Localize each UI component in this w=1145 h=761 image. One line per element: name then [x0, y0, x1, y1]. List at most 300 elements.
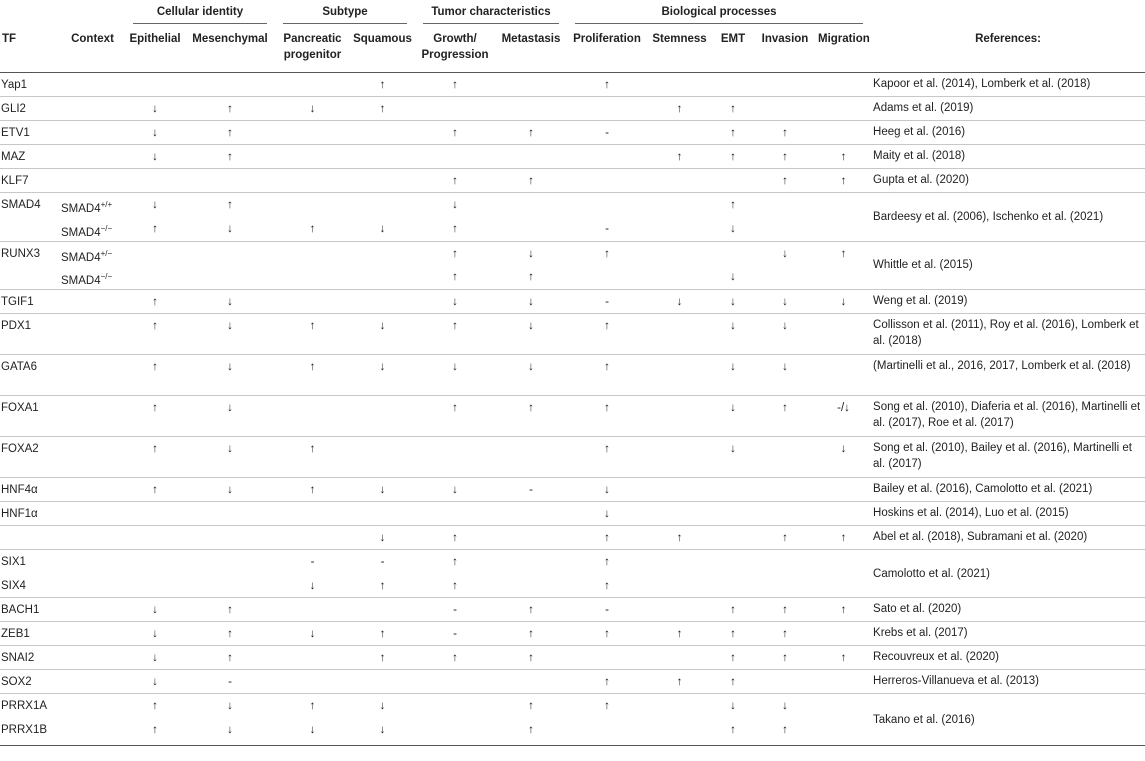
cell-effect: ↑ [730, 652, 736, 665]
cell-tf: PDX1 [1, 320, 32, 333]
cell-effect: ↑ [730, 676, 736, 689]
cell-effect: ↑ [379, 103, 386, 115]
cell-effect: ↑ [840, 151, 847, 163]
cell-effect [567, 97, 647, 121]
cell-effect: ↑ [604, 628, 610, 641]
cell-reference: Song et al. (2010), Diaferia et al. (2016), Martinelli et al. (2017), Roe et al. (2017) [873, 401, 1141, 430]
cell-effect: - [529, 484, 533, 497]
cell-effect: ↓ [730, 402, 736, 415]
cell-effect [754, 502, 816, 526]
col-emt: EMT [720, 33, 746, 45]
cell-effect [816, 478, 871, 502]
cell-effect [495, 217, 567, 241]
cell-effect: ↓ [152, 628, 158, 641]
cell-reference: (Martinelli et al., 2016, 2017, Lomberk et al. (2018) [873, 360, 1131, 373]
cell-effect [275, 670, 350, 694]
cell-effect [647, 193, 712, 217]
cell-effect: ↓ [379, 320, 386, 333]
cell-effect: ↓ [528, 361, 534, 374]
cell-tf: RUNX3 [1, 247, 40, 260]
cell-effect: ↑ [227, 604, 233, 617]
cell-effect [275, 598, 350, 622]
cell-effect [185, 502, 275, 526]
col-mesenchymal: Mesenchymal [192, 33, 268, 45]
cell-effect: - [380, 556, 385, 569]
cell-effect [415, 502, 495, 526]
cell-effect: ↑ [528, 723, 534, 736]
cell-effect [350, 396, 415, 437]
cell-effect: ↓ [452, 484, 458, 497]
cell-effect [275, 396, 350, 437]
cell-effect [185, 550, 275, 574]
cell-context [60, 718, 125, 746]
cell-effect: ↑ [152, 484, 158, 497]
cell-context [60, 241, 125, 265]
table-row [0, 526, 1145, 550]
cell-effect [275, 73, 350, 97]
cell-effect: ↓ [227, 484, 233, 497]
cell-effect: ↑ [604, 556, 610, 569]
cell-tf: TGIF1 [1, 296, 34, 309]
table-row [0, 670, 1145, 694]
cell-effect: ↑ [227, 628, 233, 641]
cell-reference: Sato et al. (2020) [873, 603, 962, 616]
cell-effect [647, 241, 712, 265]
cell-effect: ↑ [840, 532, 847, 545]
cell-effect: ↑ [730, 628, 736, 641]
cell-effect: ↓ [227, 320, 233, 333]
cell-effect [350, 290, 415, 314]
cell-context [60, 145, 125, 169]
col-context: Context [71, 33, 114, 45]
cell-effect [415, 718, 495, 746]
cell-effect: ↑ [452, 127, 458, 139]
cell-effect: ↑ [379, 579, 386, 592]
cell-effect [185, 169, 275, 193]
cell-effect: ↑ [227, 151, 233, 163]
col-growth: Growth/ Progression [421, 33, 489, 61]
cell-effect [350, 121, 415, 145]
cell-effect: ↑ [604, 320, 610, 333]
context-label: SMAD4 [61, 251, 101, 264]
cell-effect [495, 526, 567, 550]
cell-context [60, 622, 125, 646]
cell-effect [567, 193, 647, 217]
cell-effect [275, 290, 350, 314]
cell-tf: MAZ [1, 151, 26, 163]
cell-effect [647, 355, 712, 396]
cell-effect [816, 121, 871, 145]
cell-effect: ↓ [840, 296, 847, 309]
cell-effect: ↑ [782, 151, 788, 163]
cell-effect: ↑ [309, 222, 316, 235]
cell-effect: ↑ [730, 199, 736, 211]
cell-effect [350, 670, 415, 694]
cell-effect [816, 265, 871, 289]
cell-effect [754, 193, 816, 217]
cell-effect [754, 217, 816, 241]
cell-reference: Collisson et al. (2011), Roy et al. (2016), Lomberk et al. (2018) [873, 319, 1139, 348]
cell-effect: ↑ [309, 484, 316, 497]
cell-effect [712, 241, 754, 265]
cell-reference: Hoskins et al. (2014), Luo et al. (2015) [873, 507, 1069, 520]
cell-reference: Bailey et al. (2016), Camolotto et al. (2021) [873, 483, 1093, 496]
cell-tf: FOXA2 [1, 443, 39, 456]
cell-effect: ↑ [379, 652, 386, 665]
table-row [0, 121, 1145, 145]
table-row [0, 290, 1145, 314]
cell-effect: ↓ [309, 723, 316, 736]
cell-effect [275, 502, 350, 526]
cell-reference: Whittle et al. (2015) [873, 259, 973, 272]
cell-effect [567, 265, 647, 289]
cell-effect: ↓ [309, 103, 316, 115]
cell-effect: ↑ [452, 271, 458, 284]
table-row [0, 646, 1145, 670]
col-migration: Migration [818, 33, 870, 45]
cell-effect: ↑ [379, 628, 386, 641]
cell-effect: ↓ [840, 443, 847, 456]
cell-effect: ↑ [604, 247, 610, 260]
cell-effect [495, 574, 567, 598]
cell-effect: ↓ [379, 700, 386, 713]
cell-effect [350, 193, 415, 217]
cell-effect: ↑ [528, 175, 534, 187]
context-genotype: +/+ [100, 200, 113, 209]
cell-effect: ↓ [152, 604, 158, 617]
cell-effect: ↓ [379, 484, 386, 497]
cell-effect [415, 97, 495, 121]
cell-effect: ↓ [528, 296, 534, 309]
cell-effect [816, 694, 871, 718]
cell-effect: ↓ [152, 127, 158, 139]
cell-effect: ↑ [452, 402, 458, 415]
cell-effect [647, 574, 712, 598]
cell-effect: ↓ [604, 508, 610, 521]
group-biological-processes: Biological processes [567, 0, 871, 27]
cell-effect [754, 574, 816, 598]
cell-reference: Maity et al. (2018) [873, 150, 966, 162]
cell-effect: ↓ [227, 361, 233, 374]
cell-effect: ↑ [452, 652, 458, 665]
cell-effect [816, 670, 871, 694]
cell-effect: ↑ [604, 676, 610, 689]
cell-effect [185, 241, 275, 265]
cell-context [60, 550, 125, 574]
cell-effect [816, 622, 871, 646]
col-pancreatic: Pancreatic progenitor [283, 33, 342, 61]
cell-effect: ↑ [676, 676, 683, 689]
cell-effect: ↑ [152, 296, 158, 309]
cell-effect [415, 694, 495, 718]
cell-effect: ↑ [452, 222, 458, 235]
cell-effect [647, 550, 712, 574]
cell-effect [275, 526, 350, 550]
cell-effect [275, 241, 350, 265]
cell-context [60, 97, 125, 121]
cell-reference: Herreros-Villanueva et al. (2013) [873, 675, 1040, 688]
cell-effect [816, 193, 871, 217]
table-row [0, 193, 1145, 217]
cell-effect: ↓ [730, 296, 736, 309]
cell-effect: ↑ [152, 723, 158, 736]
cell-context [60, 355, 125, 396]
cell-tf: GLI2 [1, 103, 26, 115]
cell-effect [567, 169, 647, 193]
cell-effect: ↑ [840, 175, 847, 187]
cell-effect: ↓ [152, 199, 158, 211]
cell-effect: ↑ [782, 175, 788, 187]
cell-effect: ↓ [152, 151, 158, 163]
cell-effect: ↓ [730, 222, 736, 235]
cell-effect [125, 241, 185, 265]
cell-effect: ↓ [309, 579, 316, 592]
cell-effect [712, 73, 754, 97]
cell-effect [275, 646, 350, 670]
cell-effect [816, 217, 871, 241]
cell-effect [816, 97, 871, 121]
cell-reference: Bardeesy et al. (2006), Ischenko et al. (2021) [873, 210, 1104, 223]
col-metastasis: Metastasis [501, 33, 561, 45]
cell-context [60, 217, 125, 241]
cell-effect: ↑ [309, 320, 316, 333]
cell-effect: ↑ [309, 443, 316, 456]
cell-effect [495, 73, 567, 97]
cell-reference: Heeg et al. (2016) [873, 126, 966, 138]
cell-tf: HNF1α [1, 508, 38, 521]
cell-effect: ↑ [604, 361, 610, 374]
cell-effect: ↑ [730, 723, 736, 736]
cell-effect: ↑ [730, 151, 736, 163]
table-row [0, 314, 1145, 355]
cell-tf: SIX1 [1, 556, 26, 569]
cell-effect [647, 265, 712, 289]
cell-effect [495, 437, 567, 478]
cell-effect: ↓ [782, 700, 788, 713]
cell-effect [185, 265, 275, 289]
context-genotype: −/− [100, 272, 113, 282]
cell-effect: ↑ [227, 127, 233, 139]
cell-context [60, 646, 125, 670]
cell-effect [495, 97, 567, 121]
cell-effect: ↓ [152, 676, 158, 689]
table-row [0, 694, 1145, 718]
cell-reference: Song et al. (2010), Bailey et al. (2016), Martinelli et al. (2017) [873, 442, 1132, 471]
cell-effect: ↑ [152, 222, 158, 235]
cell-effect: ↓ [227, 443, 233, 456]
cell-effect: ↓ [227, 296, 233, 309]
cell-effect: - [605, 604, 609, 617]
cell-effect: ↑ [604, 402, 610, 415]
cell-effect: ↑ [782, 628, 788, 641]
cell-effect: - [605, 296, 609, 309]
cell-effect [816, 314, 871, 355]
cell-effect: - [228, 676, 232, 689]
cell-effect [350, 598, 415, 622]
cell-effect: ↑ [528, 652, 534, 665]
cell-effect [816, 550, 871, 574]
cell-effect [754, 670, 816, 694]
cell-effect: ↑ [452, 79, 458, 91]
cell-context [60, 478, 125, 502]
cell-effect [125, 502, 185, 526]
cell-effect [647, 396, 712, 437]
cell-effect [754, 437, 816, 478]
cell-effect: ↑ [309, 361, 316, 374]
cell-effect: - [453, 628, 457, 641]
cell-effect [816, 502, 871, 526]
cell-effect: ↑ [604, 79, 610, 91]
col-proliferation: Proliferation [573, 33, 641, 45]
cell-effect: ↑ [604, 532, 610, 545]
cell-effect: ↓ [676, 296, 683, 309]
cell-effect [125, 73, 185, 97]
cell-effect: ↑ [227, 103, 233, 115]
cell-reference: Abel et al. (2018), Subramani et al. (2020) [873, 531, 1088, 544]
cell-effect: ↑ [528, 271, 534, 284]
cell-effect: ↑ [840, 604, 847, 617]
cell-context [60, 502, 125, 526]
cell-effect [495, 193, 567, 217]
cell-effect: ↓ [730, 271, 736, 284]
cell-effect: ↑ [782, 723, 788, 736]
cell-effect [495, 145, 567, 169]
cell-effect: ↑ [730, 103, 736, 115]
cell-reference: Adams et al. (2019) [873, 102, 974, 114]
cell-effect [350, 241, 415, 265]
table-row [0, 598, 1145, 622]
cell-effect: ↓ [152, 103, 158, 115]
cell-effect: ↑ [528, 127, 534, 139]
col-squamous: Squamous [353, 33, 412, 45]
cell-effect: ↓ [782, 247, 788, 260]
cell-effect [712, 478, 754, 502]
cell-effect [816, 718, 871, 746]
cell-context [60, 396, 125, 437]
cell-effect: ↓ [152, 652, 158, 665]
cell-effect [567, 646, 647, 670]
table-row [0, 241, 1145, 265]
cell-effect: ↓ [528, 247, 534, 260]
cell-effect [495, 550, 567, 574]
cell-effect [712, 169, 754, 193]
cell-effect: ↑ [604, 579, 610, 592]
cell-effect: ↑ [528, 628, 534, 641]
cell-effect: ↓ [730, 700, 736, 713]
cell-context [60, 598, 125, 622]
cell-effect [754, 265, 816, 289]
table-row [0, 502, 1145, 526]
cell-effect [125, 574, 185, 598]
cell-effect [647, 314, 712, 355]
cell-effect: -/↓ [837, 402, 850, 415]
cell-effect: ↑ [782, 127, 788, 139]
cell-effect [647, 169, 712, 193]
cell-effect: ↑ [452, 579, 458, 592]
col-epithelial: Epithelial [129, 33, 181, 45]
cell-effect [754, 73, 816, 97]
cell-effect [816, 574, 871, 598]
cell-effect: ↓ [452, 296, 458, 309]
cell-tf [0, 217, 60, 241]
cell-effect [754, 97, 816, 121]
context-label: SMAD4 [61, 275, 101, 288]
cell-effect: ↑ [227, 652, 233, 665]
cell-effect [185, 574, 275, 598]
cell-context [60, 169, 125, 193]
cell-effect [495, 502, 567, 526]
cell-effect [567, 145, 647, 169]
cell-effect [647, 694, 712, 718]
cell-tf: SNAI2 [1, 652, 35, 665]
cell-effect: ↑ [152, 402, 158, 415]
cell-context [60, 121, 125, 145]
table-row [0, 73, 1145, 97]
cell-effect: - [453, 604, 457, 617]
cell-effect: ↓ [528, 320, 534, 333]
cell-context [60, 574, 125, 598]
cell-effect [712, 526, 754, 550]
cell-effect [567, 718, 647, 746]
cell-effect [754, 550, 816, 574]
cell-reference: Camolotto et al. (2021) [873, 567, 991, 580]
cell-effect [125, 169, 185, 193]
cell-effect [647, 73, 712, 97]
cell-reference: Gupta et al. (2020) [873, 174, 969, 186]
cell-effect [647, 502, 712, 526]
cell-reference: Takano et al. (2016) [873, 713, 975, 726]
cell-effect [647, 646, 712, 670]
cell-reference: Kapoor et al. (2014), Lomberk et al. (2018) [873, 78, 1091, 90]
cell-tf: FOXA1 [1, 402, 39, 415]
table-row [0, 550, 1145, 574]
cell-tf: Yap1 [1, 79, 28, 91]
table-row [0, 355, 1145, 396]
cell-effect [185, 73, 275, 97]
col-stemness: Stemness [652, 33, 707, 45]
cell-context [60, 193, 125, 217]
cell-effect [647, 437, 712, 478]
cell-effect [275, 121, 350, 145]
cell-effect [415, 437, 495, 478]
cell-effect: ↑ [676, 151, 683, 163]
group-cellular-identity: Cellular identity [125, 0, 275, 27]
cell-effect [125, 550, 185, 574]
cell-effect: ↓ [452, 361, 458, 374]
cell-effect [754, 478, 816, 502]
cell-tf [0, 265, 60, 289]
cell-tf: GATA6 [1, 361, 37, 374]
cell-effect: ↑ [782, 652, 788, 665]
cell-effect: ↑ [604, 443, 610, 456]
cell-effect: ↑ [676, 628, 683, 641]
cell-effect: ↑ [528, 604, 534, 617]
cell-tf: PRRX1B [1, 723, 48, 736]
cell-effect: ↓ [227, 402, 233, 415]
cell-tf: SIX4 [1, 579, 26, 592]
cell-effect: ↓ [782, 361, 788, 374]
cell-effect: ↑ [528, 402, 534, 415]
cell-context [60, 73, 125, 97]
cell-effect [647, 718, 712, 746]
cell-effect: ↑ [309, 700, 316, 713]
cell-effect: ↑ [452, 247, 458, 260]
context-label: SMAD4 [61, 226, 101, 239]
table-row [0, 97, 1145, 121]
cell-effect: ↑ [840, 652, 847, 665]
cell-context [60, 670, 125, 694]
cell-tf: ZEB1 [1, 628, 30, 641]
